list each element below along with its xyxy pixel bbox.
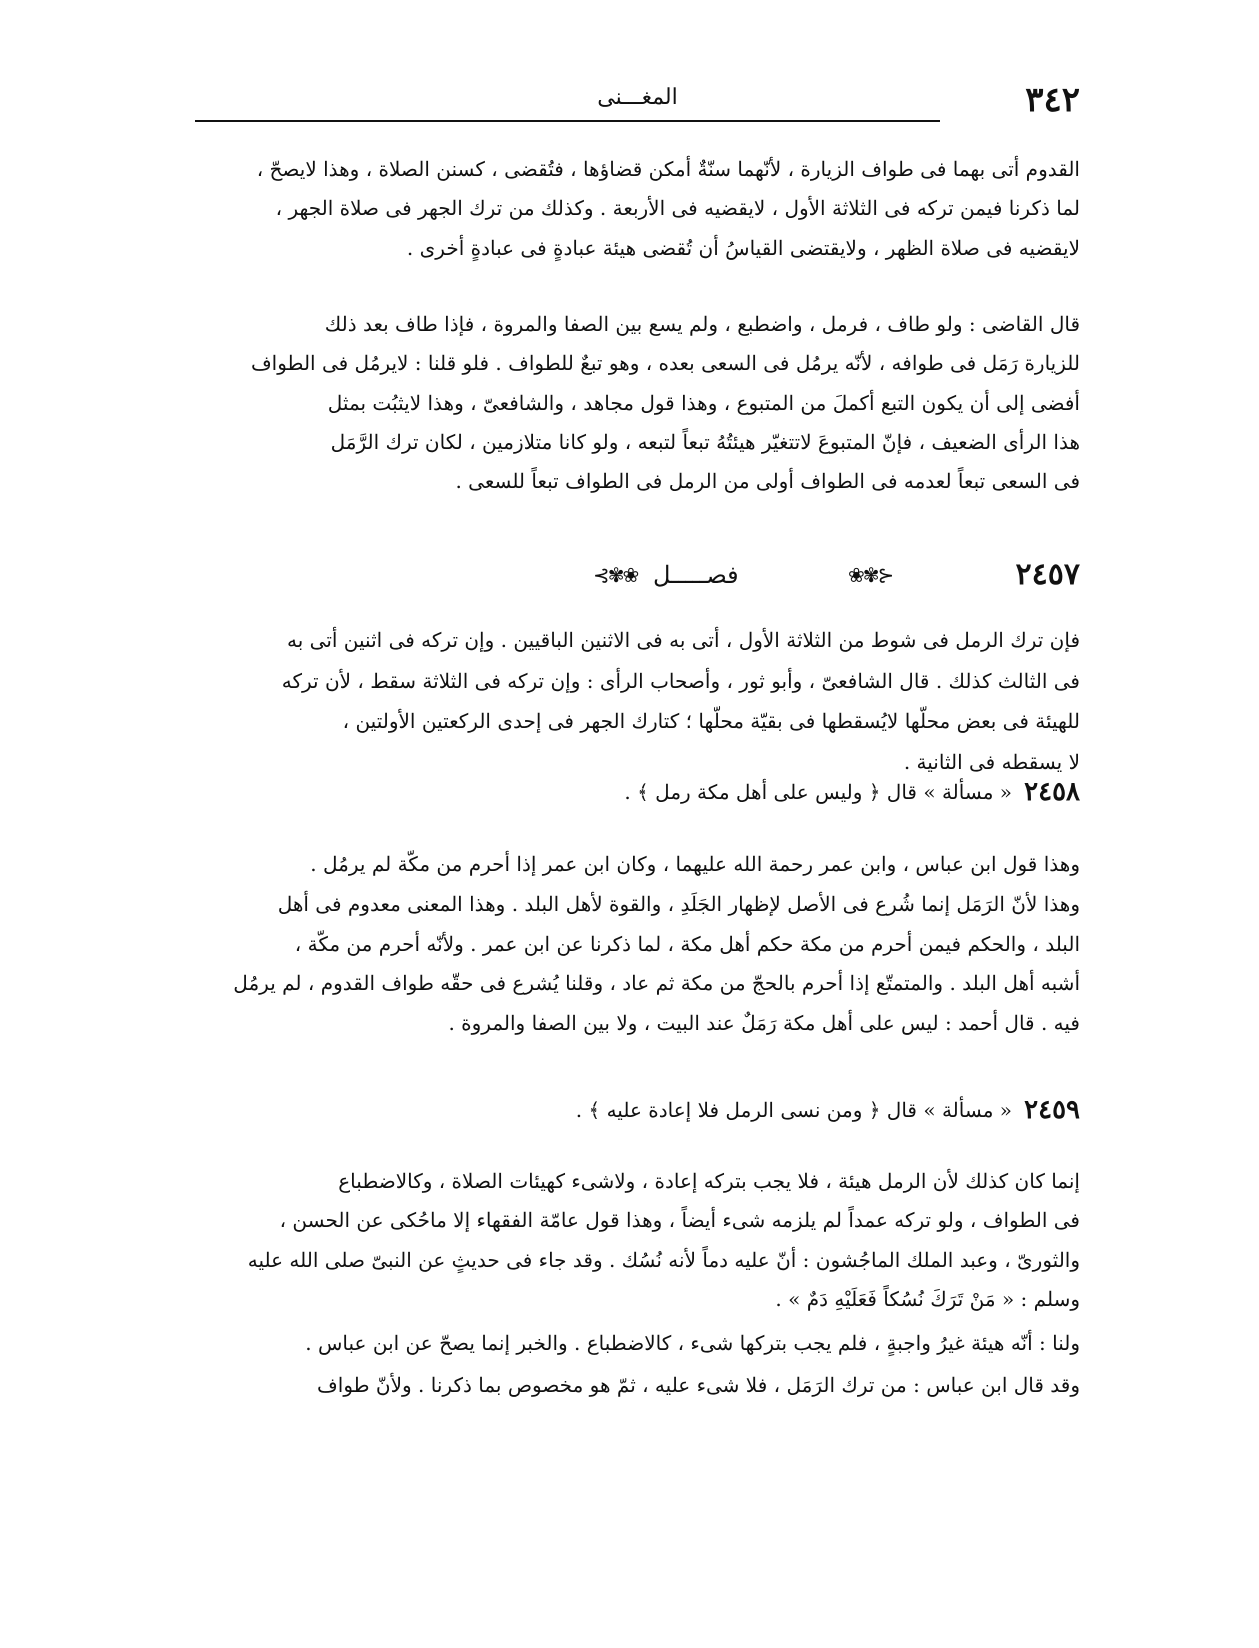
paragraph <box>198 150 1080 268</box>
paragraph <box>198 845 1080 1044</box>
paragraph <box>198 305 1080 501</box>
ornament-icon: ⊰✾❀ <box>848 563 893 587</box>
masala-heading <box>198 772 1080 812</box>
page-number: ٣٤٢ <box>1025 80 1080 120</box>
running-title: المغـــنى <box>597 85 678 110</box>
text-line: للزيارة رَمَل فى طوافه ، لأنّه يرمُل فى السعى بعده ، وهو تبعٌ للطواف . فلو قلنا : لايرمُل فى الطواف <box>250 351 1080 376</box>
text-line: وقد قال ابن عباس : من ترك الرَمَل ، فلا شىء عليه ، ثمّ هو مخصوص بما ذكرنا . ولأنّ طواف <box>317 1372 1080 1397</box>
page-header <box>195 80 1080 124</box>
text-line: البلد ، والحكم فيمن أحرم من مكة حكم أهل مكة ، لما ذكرنا عن ابن عمر . ولأنّه أحرم من مكّة ، <box>294 931 1080 956</box>
masala-heading <box>198 1090 1080 1130</box>
text-line: ولنا : أنّه هيئة غيرُ واجبةٍ ، فلم يجب بتركها شىء ، كالاضطباع . والخبر إنما يصحّ عن ابن عباس . <box>305 1331 1080 1355</box>
text-line: لايقضيه فى صلاة الظهر ، ولايقتضى القياسُ أن تُقضى هيئة عبادةٍ فى عبادةٍ أخرى . <box>406 235 1080 260</box>
masala-number: ٢٤٥٨ <box>1024 777 1080 807</box>
text-line: وهذا قول ابن عباس ، وابن عمر رحمة الله عليهما ، وكان ابن عمر إذا أحرم من مكّة لم يرمُل . <box>310 852 1080 876</box>
text-line: وهذا لأنّ الرَمَل إنما شُرع فى الأصل لإظهار الجَلَدِ ، والقوة لأهل البلد . وهذا المعنى معدوم فى أهل <box>277 891 1080 916</box>
text-line: فى الطواف ، ولو تركه عمداً لم يلزمه شىء أيضاً ، وهذا قول عامّة الفقهاء إلا ماحُكى عن الحسن ، <box>279 1208 1080 1233</box>
section-number: ٢٤٥٧ <box>1015 557 1080 592</box>
text-line: هذا الرأى الضعيف ، فإنّ المتبوعَ لاتتغيّر هيئتُهُ تبعاً لتبعه ، ولو كانا متلازمين ، لكان ترك الرَّمَل <box>330 429 1080 454</box>
paragraph <box>198 620 1080 782</box>
header-rule-right <box>550 120 940 122</box>
paragraph <box>198 1323 1080 1406</box>
ornament-icon: ❀✾⊱ <box>593 563 638 587</box>
section-title: فصـــــل <box>653 561 739 589</box>
text-line: فيه . قال أحمد : ليس على أهل مكة رَمَلٌ عند البيت ، ولا بين الصفا والمروة . <box>448 1011 1080 1036</box>
text-line: أفضى إلى أن يكون التبع أكملَ من المتبوع ، وهذا قول مجاهد ، والشافعىّ ، وهذا لايثبُت بمثل <box>327 390 1080 415</box>
masala-text: « مسألة » قال ﴿ ومن نسى الرمل فلا إعادة عليه ﴾ . <box>575 1098 1012 1122</box>
text-line: والثورىّ ، وعبد الملك الماجُشون : أنّ عليه دماً لأنه نُسُك . وقد جاء فى حديثٍ عن النبىّ صلى الله عليه <box>247 1247 1080 1272</box>
text-line: فى الثالث كذلك . قال الشافعىّ ، وأبو ثور ، وأصحاب الرأى : وإن تركه فى الثلاثة سقط ، لأن تركه <box>281 668 1080 693</box>
text-line: لما ذكرنا فيمن تركه فى الثلاثة الأول ، لايقضيه فى الأربعة . وكذلك من ترك الجهر فى صلاة الجهر ، <box>275 196 1080 221</box>
paragraph <box>198 1162 1080 1319</box>
masala-number: ٢٤٥٩ <box>1024 1095 1080 1125</box>
text-line: إنما كان كذلك لأن الرمل هيئة ، فلا يجب بتركه إعادة ، ولاشىء كهيئات الصلاة ، وكالاضطباع <box>338 1169 1080 1193</box>
text-line: فى السعى تبعاً لعدمه فى الطواف أولى من الرمل فى الطواف تبعاً للسعى . <box>455 469 1080 494</box>
text-line: قال القاضى : ولو طاف ، فرمل ، واضطبع ، ولم يسع بين الصفا والمروة ، فإذا طاف بعد ذلك <box>324 312 1080 336</box>
text-line: أشبه أهل البلد . والمتمتّع إذا أحرم بالحجّ من مكة ثم عاد ، وقلنا يُشرع فى حقّه طواف القدوم ، لم يرمُل <box>233 971 1080 996</box>
masala-text: « مسألة » قال ﴿ وليس على أهل مكة رمل ﴾ . <box>624 780 1012 804</box>
text-line: لا يسقطه فى الثانية . <box>903 749 1080 774</box>
text-line: للهيئة فى بعض محلّها لايُسقطها فى بقيّة محلّها ؛ كتارك الجهر فى إحدى الركعتين الأولتين ، <box>342 709 1080 733</box>
text-line: فإن ترك الرمل فى شوط من الثلاثة الأول ، أتى به فى الاثنين الباقيين . وإن تركه فى اثنين أتى به <box>287 628 1080 652</box>
section-heading <box>198 555 1080 595</box>
text-line: وسلم : « مَنْ تَرَكَ نُسُكاً فَعَلَيْهِ دَمٌ » . <box>775 1286 1080 1311</box>
header-rule-left <box>195 120 590 122</box>
text-line: القدوم أتى بهما فى طواف الزيارة ، لأنّهما سنّةٌ أمكن قضاؤها ، فتُقضى ، كسنن الصلاة ، وهذا لايصحّ ، <box>256 157 1080 181</box>
